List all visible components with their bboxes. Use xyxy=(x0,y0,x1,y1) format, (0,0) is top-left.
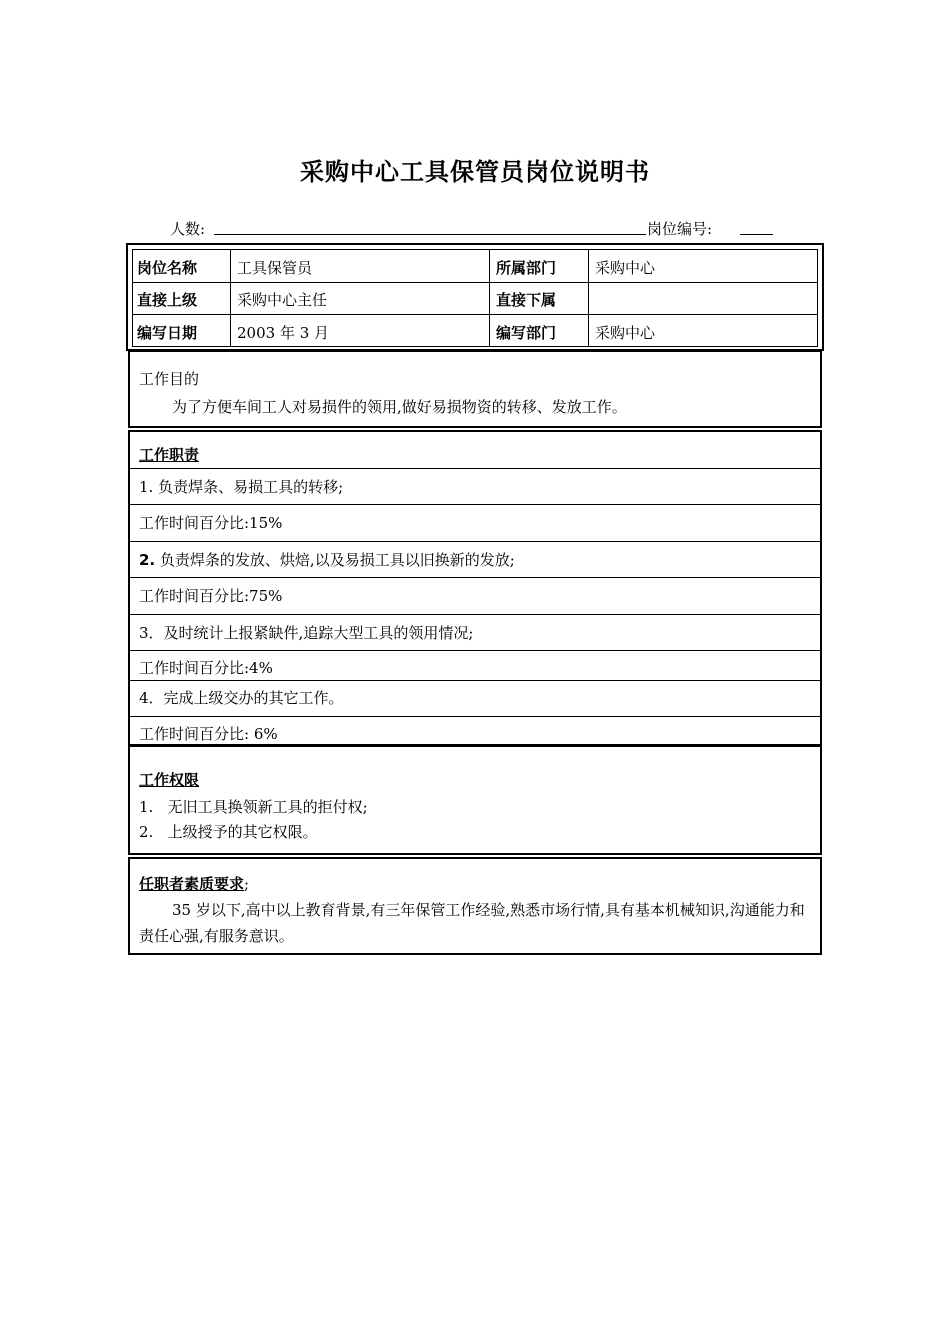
label-department: 所属部门 xyxy=(496,259,557,277)
duty-2-time: 工作时间百分比:75% xyxy=(139,587,283,605)
duty-2-task: 负责焊条的发放、烘焙,以及易损工具以旧换新的发放; xyxy=(159,551,515,569)
authority-item-1: 1. 无旧工具换领新工具的拒付权; xyxy=(139,798,368,816)
purpose-heading: 工作目的 xyxy=(139,370,200,388)
value-writing-dept: 采购中心 xyxy=(595,324,656,342)
label-date: 编写日期 xyxy=(137,324,198,342)
authority-heading: 工作权限 xyxy=(139,771,200,789)
label-direct-subordinate: 直接下属 xyxy=(496,291,557,309)
position-code-label: 岗位编号: xyxy=(647,220,713,238)
requirements-heading xyxy=(139,873,249,894)
duty-4-time: 工作时间百分比: 6% xyxy=(139,725,278,743)
position-code-blank xyxy=(740,234,773,235)
duty-3-text: 3．及时统计上报紧缺件,追踪大型工具的领用情况; xyxy=(139,624,474,642)
authority-section xyxy=(128,745,822,855)
label-direct-superior: 直接上级 xyxy=(137,291,198,309)
page-title: 采购中心工具保管员岗位说明书 xyxy=(300,158,650,186)
duty-2-number: 2. xyxy=(139,551,156,569)
requirements-heading-suffix: ; xyxy=(244,875,250,893)
headcount-blank xyxy=(214,234,646,235)
info-grid xyxy=(132,249,818,347)
requirements-section xyxy=(128,857,822,955)
requirements-text: 35 岁以下,高中以上教育背景,有三年保管工作经验,熟悉市场行情,具有基本机械知识,沟通能力和责任心强,有服务意识。 xyxy=(139,901,805,945)
duties-heading: 工作职责 xyxy=(139,446,200,464)
authority-item-2: 2. 上级授予的其它权限。 xyxy=(139,823,318,841)
purpose-text: 为了方便车间工人对易损件的领用,做好易损物资的转移、发放工作。 xyxy=(172,398,627,416)
duty-4-text: 4．完成上级交办的其它工作。 xyxy=(139,689,344,707)
label-position-name: 岗位名称 xyxy=(137,259,198,277)
duty-1-time: 工作时间百分比:15% xyxy=(139,514,283,532)
duties-section xyxy=(128,430,822,746)
info-table xyxy=(126,243,824,351)
duty-3-time: 工作时间百分比:4% xyxy=(139,659,273,677)
purpose-section xyxy=(128,350,822,428)
headcount-label: 人数: xyxy=(170,220,206,238)
label-writing-dept: 编写部门 xyxy=(496,324,557,342)
meta-row xyxy=(170,218,773,238)
duty-2-text xyxy=(139,549,515,570)
value-department: 采购中心 xyxy=(595,259,656,277)
requirements-heading-text: 任职者素质要求 xyxy=(139,875,245,893)
value-direct-superior: 采购中心主任 xyxy=(237,291,328,309)
value-date: 2003 年 3 月 xyxy=(237,324,330,342)
duty-1-text: 1. 负责焊条、易损工具的转移; xyxy=(139,478,344,496)
value-position-name: 工具保管员 xyxy=(237,259,313,277)
